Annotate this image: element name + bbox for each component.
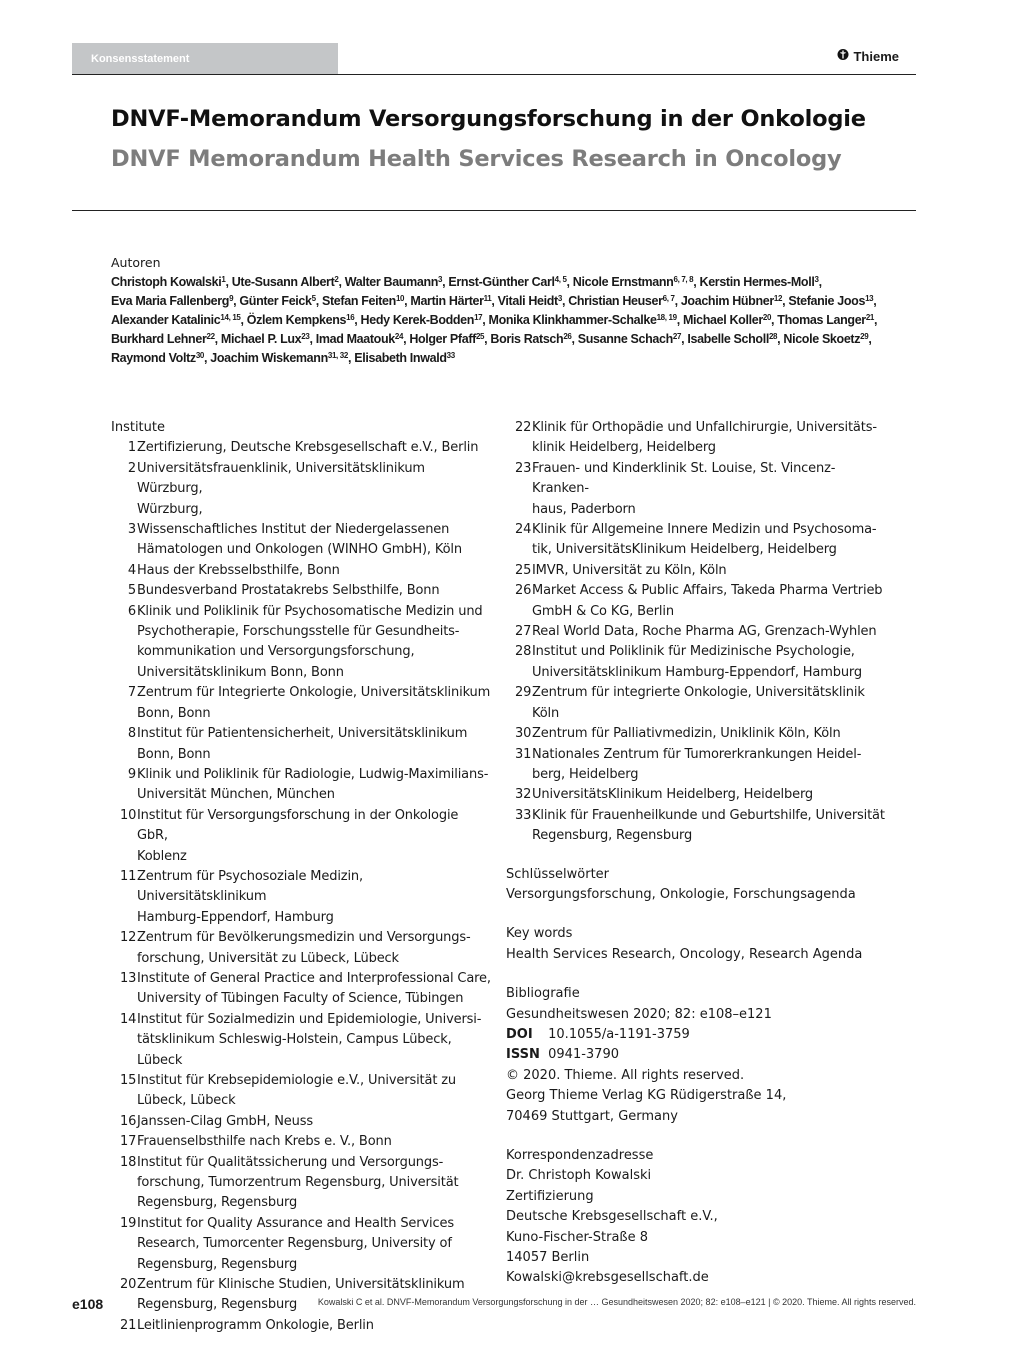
institute-number: 11 [120, 868, 137, 884]
author-entry [687, 332, 777, 346]
title-rule [72, 210, 916, 211]
author-entry [573, 275, 693, 289]
institutes-label: Institute [111, 420, 165, 435]
institute-number: 33 [515, 807, 532, 823]
author-name: Christian Heuser [568, 294, 663, 308]
author-entry [568, 294, 674, 308]
institute-number: 13 [120, 970, 137, 986]
institute-item [111, 1132, 491, 1152]
institute-item [111, 928, 491, 969]
publisher-name: Thieme [853, 48, 899, 64]
institute-text-line: forschung, Tumorzentrum Regensburg, Universität [137, 1175, 459, 1191]
author-name: Alexander Katalinic [111, 313, 221, 327]
keywords-en-text: Health Services Research, Oncology, Research Agenda [506, 946, 863, 962]
author-affiliation: 30 [195, 351, 205, 360]
copyright-text: © 2020. Thieme. All rights reserved. [506, 1067, 745, 1083]
institute-text-line: Zentrum für Bevölkerungsmedizin und Versorgungs- [137, 930, 471, 946]
institute-text-line: Klinik und Poliklinik für Psychosomatische Medizin und [137, 603, 483, 619]
keywords-de-label: Schlüsselwörter [506, 866, 610, 882]
institute-text-line: Bonn, Bonn [137, 746, 211, 762]
institute-item [506, 745, 891, 786]
author-affiliation: 25 [475, 332, 485, 341]
institute-text-line: Bonn, Bonn [137, 705, 211, 721]
institute-text-line: Universität München, München [137, 787, 335, 803]
author-name: Kerstin Hermes-Moll [699, 275, 815, 289]
author-name: Ernst-Günther Carl [448, 275, 555, 289]
author-name: Stefan Feiten [322, 294, 396, 308]
institute-item [506, 581, 891, 622]
author-name: Christoph Kowalski [111, 275, 222, 289]
institute-text-line: Frauen- und Kinderklinik St. Louise, St. Vincenz-Kranken- [532, 460, 836, 497]
author-affiliation: 5 [311, 294, 316, 303]
keywords-en-label: Key words [506, 926, 573, 942]
institute-item [111, 1316, 491, 1336]
institute-text-line: Wissenschaftliches Institut der Niedergelassenen [137, 522, 450, 538]
institute-number: 16 [120, 1113, 137, 1129]
institute-number: 28 [515, 644, 532, 660]
author-name: Boris Ratsch [490, 332, 564, 346]
institute-item [111, 724, 491, 765]
institute-text-line: tik, UniversitätsKlinikum Heidelberg, Heidelberg [532, 542, 837, 558]
author-affiliation: 14, 15 [220, 313, 241, 322]
author-name: Michael P. Lux [220, 332, 302, 346]
author-affiliation: 12 [773, 294, 783, 303]
author-affiliation: 23 [301, 332, 310, 341]
author-entry [489, 313, 677, 327]
institute-item [111, 602, 491, 684]
author-name: Burkhard Lehner [111, 332, 207, 346]
author-entry [788, 294, 873, 308]
institute-number: 6 [127, 603, 136, 619]
institute-number: 19 [120, 1215, 137, 1231]
publisher-address-1: Georg Thieme Verlag KG Rüdigerstraße 14, [506, 1088, 787, 1104]
bibliography-label: Bibliografie [506, 986, 580, 1002]
institute-item [111, 1214, 491, 1275]
author-entry [316, 332, 403, 346]
author-affiliation: 13 [865, 294, 874, 303]
author-entry [683, 313, 771, 327]
institute-text-line: Real World Data, Roche Pharma AG, Grenzach-Wyhlen [532, 624, 877, 640]
doi-line [506, 1025, 891, 1045]
institute-text-line: Institut for Quality Assurance and Health Services [137, 1215, 454, 1231]
author-affiliation: 21 [865, 313, 875, 322]
institute-text-line: GmbH & Co KG, Berlin [532, 603, 674, 619]
author-name: Ute-Susann Albert [231, 275, 335, 289]
institute-item [111, 459, 491, 520]
author-name: Susanne Schach [577, 332, 673, 346]
author-affiliation: 20 [762, 313, 772, 322]
institute-item [506, 785, 891, 805]
institute-item [111, 806, 491, 867]
author-entry [345, 275, 442, 289]
author-name: Joachim Wiskemann [210, 351, 328, 365]
institute-item [111, 1071, 491, 1112]
category-bar [72, 43, 338, 75]
institute-text-line: Institut für Krebsepidemiologie e.V., Universität zu [137, 1073, 457, 1088]
author-entry [239, 294, 315, 308]
author-name: Joachim Hübner [680, 294, 774, 308]
author-entry [361, 313, 483, 327]
correspondence-email[interactable]: Kowalski@krebsgesellschaft.de [506, 1270, 709, 1286]
institute-number: 31 [515, 746, 532, 762]
author-entry [409, 332, 484, 346]
institute-number: 7 [127, 685, 136, 701]
institute-text-line: Klinik für Frauenheilkunde und Geburtshilfe, Universität [532, 807, 885, 823]
institute-number: 9 [127, 766, 136, 782]
right-column [506, 418, 891, 1289]
institute-text-line: Bundesverband Prostatakrebs Selbsthilfe, Bonn [137, 583, 440, 599]
author-affiliation: 10 [395, 294, 405, 303]
issn-label: ISSN [506, 1047, 540, 1063]
author-entry [221, 332, 310, 346]
author-entry [410, 294, 491, 308]
institute-text-line: Zertifizierung, Deutsche Krebsgesellschaft e.V., Berlin [137, 440, 479, 456]
institute-text-line: Hämatologen und Onkologen (WINHO GmbH), Köln [137, 542, 462, 558]
author-entry [783, 332, 868, 346]
institute-text-line: tätsklinikum Schleswig-Holstein, Campus Lübeck, Lübeck [137, 1032, 452, 1068]
institute-number: 20 [120, 1277, 137, 1293]
keywords-en-section [506, 924, 891, 965]
author-name: Elisabeth Inwald [354, 351, 447, 365]
author-entry [354, 351, 455, 365]
institute-text-line: Institut für Versorgungsforschung in der Onkologie GbR, [137, 807, 459, 844]
author-name: Hedy Kerek-Bodden [360, 313, 475, 327]
author-entry [498, 294, 562, 308]
institute-text-line: Regensburg, Regensburg [137, 1195, 298, 1211]
institute-text-line: Koblenz [137, 848, 187, 864]
author-name: Özlem Kempkens [246, 313, 347, 327]
thieme-logo-icon [837, 48, 849, 64]
article-title: DNVF-Memorandum Versorgungsforschung in der Onkologie [111, 106, 866, 132]
institute-item [111, 561, 491, 581]
institute-text-line: Leitlinienprogramm Onkologie, Berlin [137, 1317, 374, 1333]
author-entry [681, 294, 782, 308]
author-affiliation: 27 [672, 332, 682, 341]
correspondence-line: 14057 Berlin [506, 1250, 590, 1266]
institute-item [506, 806, 891, 847]
institute-text-line: Janssen-Cilag GmbH, Neuss [137, 1113, 313, 1129]
doi-value[interactable]: 10.1055/a-1191-3759 [548, 1026, 690, 1042]
page-number: e108 [72, 1296, 104, 1312]
category-label: Konsensstatement [91, 53, 190, 65]
institute-item [111, 867, 491, 928]
author-name: Raymond Voltz [111, 351, 196, 365]
author-name: Thomas Langer [777, 313, 866, 327]
institute-text-line: Klinik und Poliklinik für Radiologie, Ludwig-Maximilians- [137, 766, 489, 782]
author-affiliation: 3 [557, 294, 562, 303]
institute-number: 5 [127, 583, 136, 599]
bibliography-section [506, 984, 891, 1127]
institute-text-line: Institut für Qualitätssicherung und Versorgungs- [137, 1154, 444, 1170]
institute-number: 2 [127, 460, 136, 476]
institute-text-line: Nationales Zentrum für Tumorerkrankungen Heidel- [532, 746, 862, 762]
publisher-address-2: 70469 Stuttgart, Germany [506, 1108, 678, 1124]
author-affiliation: 29 [860, 332, 869, 341]
author-entry [490, 332, 571, 346]
correspondence-line: Kuno-Fischer-Straße 8 [506, 1229, 648, 1245]
institute-text-line: Psychotherapie, Forschungsstelle für Gesundheits- [137, 624, 460, 640]
institute-number: 14 [120, 1011, 137, 1027]
author-affiliation: 24 [394, 332, 404, 341]
author-affiliation: 4, 5 [554, 275, 567, 284]
institute-item [506, 683, 891, 724]
institute-number: 8 [127, 726, 136, 742]
institute-item [506, 520, 891, 561]
author-entry [777, 313, 874, 327]
publisher-logo [837, 48, 899, 64]
institute-text-line: Haus der Krebsselbsthilfe, Bonn [137, 562, 340, 578]
institute-text-line: kommunikation und Versorgungsforschung, [137, 644, 415, 660]
institute-number: 18 [120, 1154, 137, 1170]
institute-text-line: Zentrum für Integrierte Onkologie, Universitätsklinikum [137, 685, 491, 701]
author-name: Eva Maria Fallenberg [111, 294, 230, 308]
keywords-de-section [506, 865, 891, 906]
institute-text-line: Hamburg-Eppendorf, Hamburg [137, 909, 334, 925]
institute-number: 3 [127, 522, 136, 538]
institute-number: 22 [515, 420, 532, 435]
author-name: Nicole Ernstmann [572, 275, 674, 289]
author-name: Nicole Skoetz [783, 332, 861, 346]
institute-text-line: Institute of General Practice and Interprofessional Care, [137, 970, 491, 986]
author-affiliation: 22 [206, 332, 215, 341]
institute-text-line: University of Tübingen Faculty of Science, Tübingen [137, 991, 464, 1007]
doi-label: DOI [506, 1026, 533, 1042]
author-affiliation: 31, 32 [327, 351, 349, 360]
institute-number: 21 [120, 1317, 137, 1333]
institute-item [111, 969, 491, 1010]
issn-line [506, 1045, 891, 1065]
institute-number: 27 [515, 624, 532, 640]
author-list: Christoph Kowalski$^1$, Ute-Susann Albert$^2$, Walter Baumann$^3$, Ernst-Günther Carl$^{4, 5}$, Nicole Ernstmann$^{6, 7, 8}$, Kerstin Hermes-Moll$^3$, Eva Maria Fallenberg$^9$, Günter Feick$^5$, Stefan Feiten$^{10}$, Martin Härter$^{11}$, Vitali Heidt$^3$, Christian Heuser$^{6, 7}$, Joachim Hübner$^{12}$, Stefanie Joos$^{13}$, Alexander Katalinic$^{14, 15}$, Özlem Kempkens$^{16}$, Hedy Kerek-Bodden$^{17}$, Monika Klinkhammer-Schalke$^{18, 19}$, Michael Koller$^{20}$, Thomas Langer$^{21}$, Burkhard Lehner$^{22}$, Michael P. Lux$^{23}$, Imad Maatouk$^{24}$, Holger Pfaff$^{25}$, Boris Ratsch$^{26}$, Susanne Schach$^{27}$, Isabelle Scholl$^{28}$, Nicole Skoetz$^{29}$, Raymond Voltz$^{30}$, Joachim Wiskemann$^{31, 32}$, Elisabeth Inwald$^{33}$ [111, 275, 878, 365]
institute-text-line: Institut und Poliklinik für Medizinische Psychologie, [532, 644, 855, 660]
author-affiliation: 3 [438, 275, 443, 284]
institute-text-line: Regensburg, Regensburg [137, 1297, 298, 1313]
institute-text-line: Universitätsfrauenklinik, Universitätsklinikum Würzburg, [137, 460, 425, 497]
institute-number: 1 [127, 440, 136, 456]
author-affiliation: 9 [229, 294, 234, 303]
institute-text-line: Zentrum für integrierte Onkologie, Universitätsklinik Köln [532, 685, 865, 721]
institute-item [506, 561, 891, 581]
institute-item [111, 581, 491, 601]
author-name: Martin Härter [410, 294, 484, 308]
institute-text-line: klinik Heidelberg, Heidelberg [532, 440, 716, 456]
author-entry [448, 275, 566, 289]
institute-text-line: Lübeck, Lübeck [137, 1093, 236, 1109]
author-entry [247, 313, 355, 327]
institute-text-line: IMVR, Universität zu Köln, Köln [532, 562, 727, 578]
correspondence-label: Korrespondenzadresse [506, 1148, 654, 1163]
institute-number: 4 [127, 562, 136, 578]
institute-item [111, 1275, 491, 1316]
institute-text-line: forschung, Universität zu Lübeck, Lübeck [137, 950, 399, 966]
footer-citation: Kowalski C et al. DNVF-Memorandum Versorgungsforschung in der … Gesundheitswesen 2020; 82: e108–e121 | © 2020. Thieme. All rights reserved. [317, 1297, 916, 1307]
author-entry [578, 332, 681, 346]
author-affiliation: 3 [814, 275, 819, 284]
institute-item [506, 642, 891, 683]
author-entry [111, 332, 215, 346]
institute-text-line: Universitätsklinikum Hamburg-Eppendorf, Hamburg [532, 664, 863, 680]
author-entry [322, 294, 404, 308]
header-rule [72, 74, 916, 75]
institute-number: 29 [515, 685, 532, 701]
author-name: Michael Koller [682, 313, 763, 327]
institute-number: 25 [515, 562, 532, 578]
institute-text-line: Market Access & Public Affairs, Takeda Pharma Vertrieb [532, 583, 883, 599]
institute-text-line: Institut für Sozialmedizin und Epidemiologie, Universi- [137, 1011, 482, 1027]
left-column [111, 418, 491, 1336]
author-entry [700, 275, 819, 289]
issn-value: 0941-3790 [548, 1047, 619, 1063]
author-name: Vitali Heidt [497, 294, 558, 308]
institute-text-line: Zentrum für Palliativmedizin, Uniklinik Köln, Köln [532, 726, 841, 742]
author-name: Monika Klinkhammer-Schalke [488, 313, 657, 327]
author-entry [210, 351, 348, 365]
author-entry [111, 294, 233, 308]
institute-text-line: Würzburg, [137, 501, 203, 517]
institute-list-left [111, 438, 491, 1336]
institute-number: 24 [515, 522, 532, 538]
author-affiliation: 26 [563, 332, 572, 341]
author-entry [111, 351, 204, 365]
institute-item [111, 438, 491, 458]
article-subtitle: DNVF Memorandum Health Services Research in Oncology [111, 146, 842, 172]
institute-item [506, 459, 891, 520]
institute-item [111, 1112, 491, 1132]
institute-text-line: Klinik für Orthopädie und Unfallchirurgie, Universitäts- [532, 420, 877, 435]
author-entry [111, 275, 226, 289]
correspondence-section [506, 1146, 891, 1289]
institute-number: 23 [515, 460, 532, 476]
author-affiliation: 6, 7 [662, 294, 675, 303]
author-name: Günter Feick [239, 294, 312, 308]
author-affiliation: 16 [346, 313, 355, 322]
institute-text-line: Regensburg, Regensburg [532, 828, 693, 844]
correspondence-line: Deutsche Krebsgesellschaft e.V., [506, 1209, 718, 1225]
institute-text-line: Regensburg, Regensburg [137, 1256, 298, 1272]
author-name: Isabelle Scholl [687, 332, 769, 346]
institute-list-right [506, 418, 891, 847]
institute-text-line: Universitätsklinikum Bonn, Bonn [137, 664, 344, 680]
institute-number: 12 [120, 930, 137, 946]
institute-text-line: Frauenselbsthilfe nach Krebs e. V., Bonn [137, 1134, 392, 1150]
institute-number: 26 [515, 583, 532, 599]
institute-item [111, 683, 491, 724]
institute-number: 30 [515, 726, 532, 742]
institute-number: 15 [120, 1073, 137, 1088]
author-name: Imad Maatouk [315, 332, 395, 346]
keywords-de-text: Versorgungsforschung, Onkologie, Forschungsagenda [506, 886, 856, 902]
author-affiliation: 11 [483, 294, 492, 303]
author-affiliation: 28 [768, 332, 778, 341]
institute-text-line: Zentrum für Klinische Studien, Universitätsklinikum [137, 1277, 465, 1293]
institute-text-line: Klinik für Allgemeine Innere Medizin und Psychosoma- [532, 522, 877, 538]
institute-text-line: Institut für Patientensicherheit, Universitätsklinikum [137, 726, 468, 742]
institute-text-line: UniversitätsKlinikum Heidelberg, Heidelberg [532, 787, 814, 803]
institute-item [506, 724, 891, 744]
correspondence-line: Zertifizierung [506, 1188, 594, 1204]
author-entry [111, 313, 241, 327]
author-affiliation: 18, 19 [656, 313, 677, 322]
authors-label: Autoren [111, 255, 161, 270]
institute-item [111, 765, 491, 806]
institute-text-line: Zentrum für Psychosoziale Medizin, Universitätsklinikum [137, 868, 363, 905]
author-affiliation: 17 [474, 313, 483, 322]
author-affiliation: 33 [446, 351, 455, 360]
institute-item [111, 520, 491, 561]
author-name: Walter Baumann [344, 275, 439, 289]
institute-item [506, 622, 891, 642]
institute-number: 10 [120, 807, 137, 823]
institute-number: 32 [515, 787, 532, 803]
institute-text-line: berg, Heidelberg [532, 766, 639, 782]
institute-number: 17 [120, 1134, 137, 1150]
institute-text-line: Research, Tumorcenter Regensburg, University of [137, 1236, 452, 1252]
institute-item [111, 1153, 491, 1214]
author-affiliation: 6, 7, 8 [673, 275, 694, 284]
author-affiliation: 1 [221, 275, 226, 284]
institute-text-line: haus, Paderborn [532, 501, 636, 517]
institute-item [111, 1010, 491, 1071]
author-entry [232, 275, 339, 289]
journal-reference: Gesundheitswesen 2020; 82: e108–e121 [506, 1006, 772, 1022]
authors-section [111, 253, 891, 368]
author-name: Stefanie Joos [788, 294, 866, 308]
correspondence-line: Dr. Christoph Kowalski [506, 1168, 652, 1184]
institute-item [506, 418, 891, 459]
author-affiliation: 2 [334, 275, 339, 284]
author-name: Holger Pfaff [409, 332, 476, 346]
